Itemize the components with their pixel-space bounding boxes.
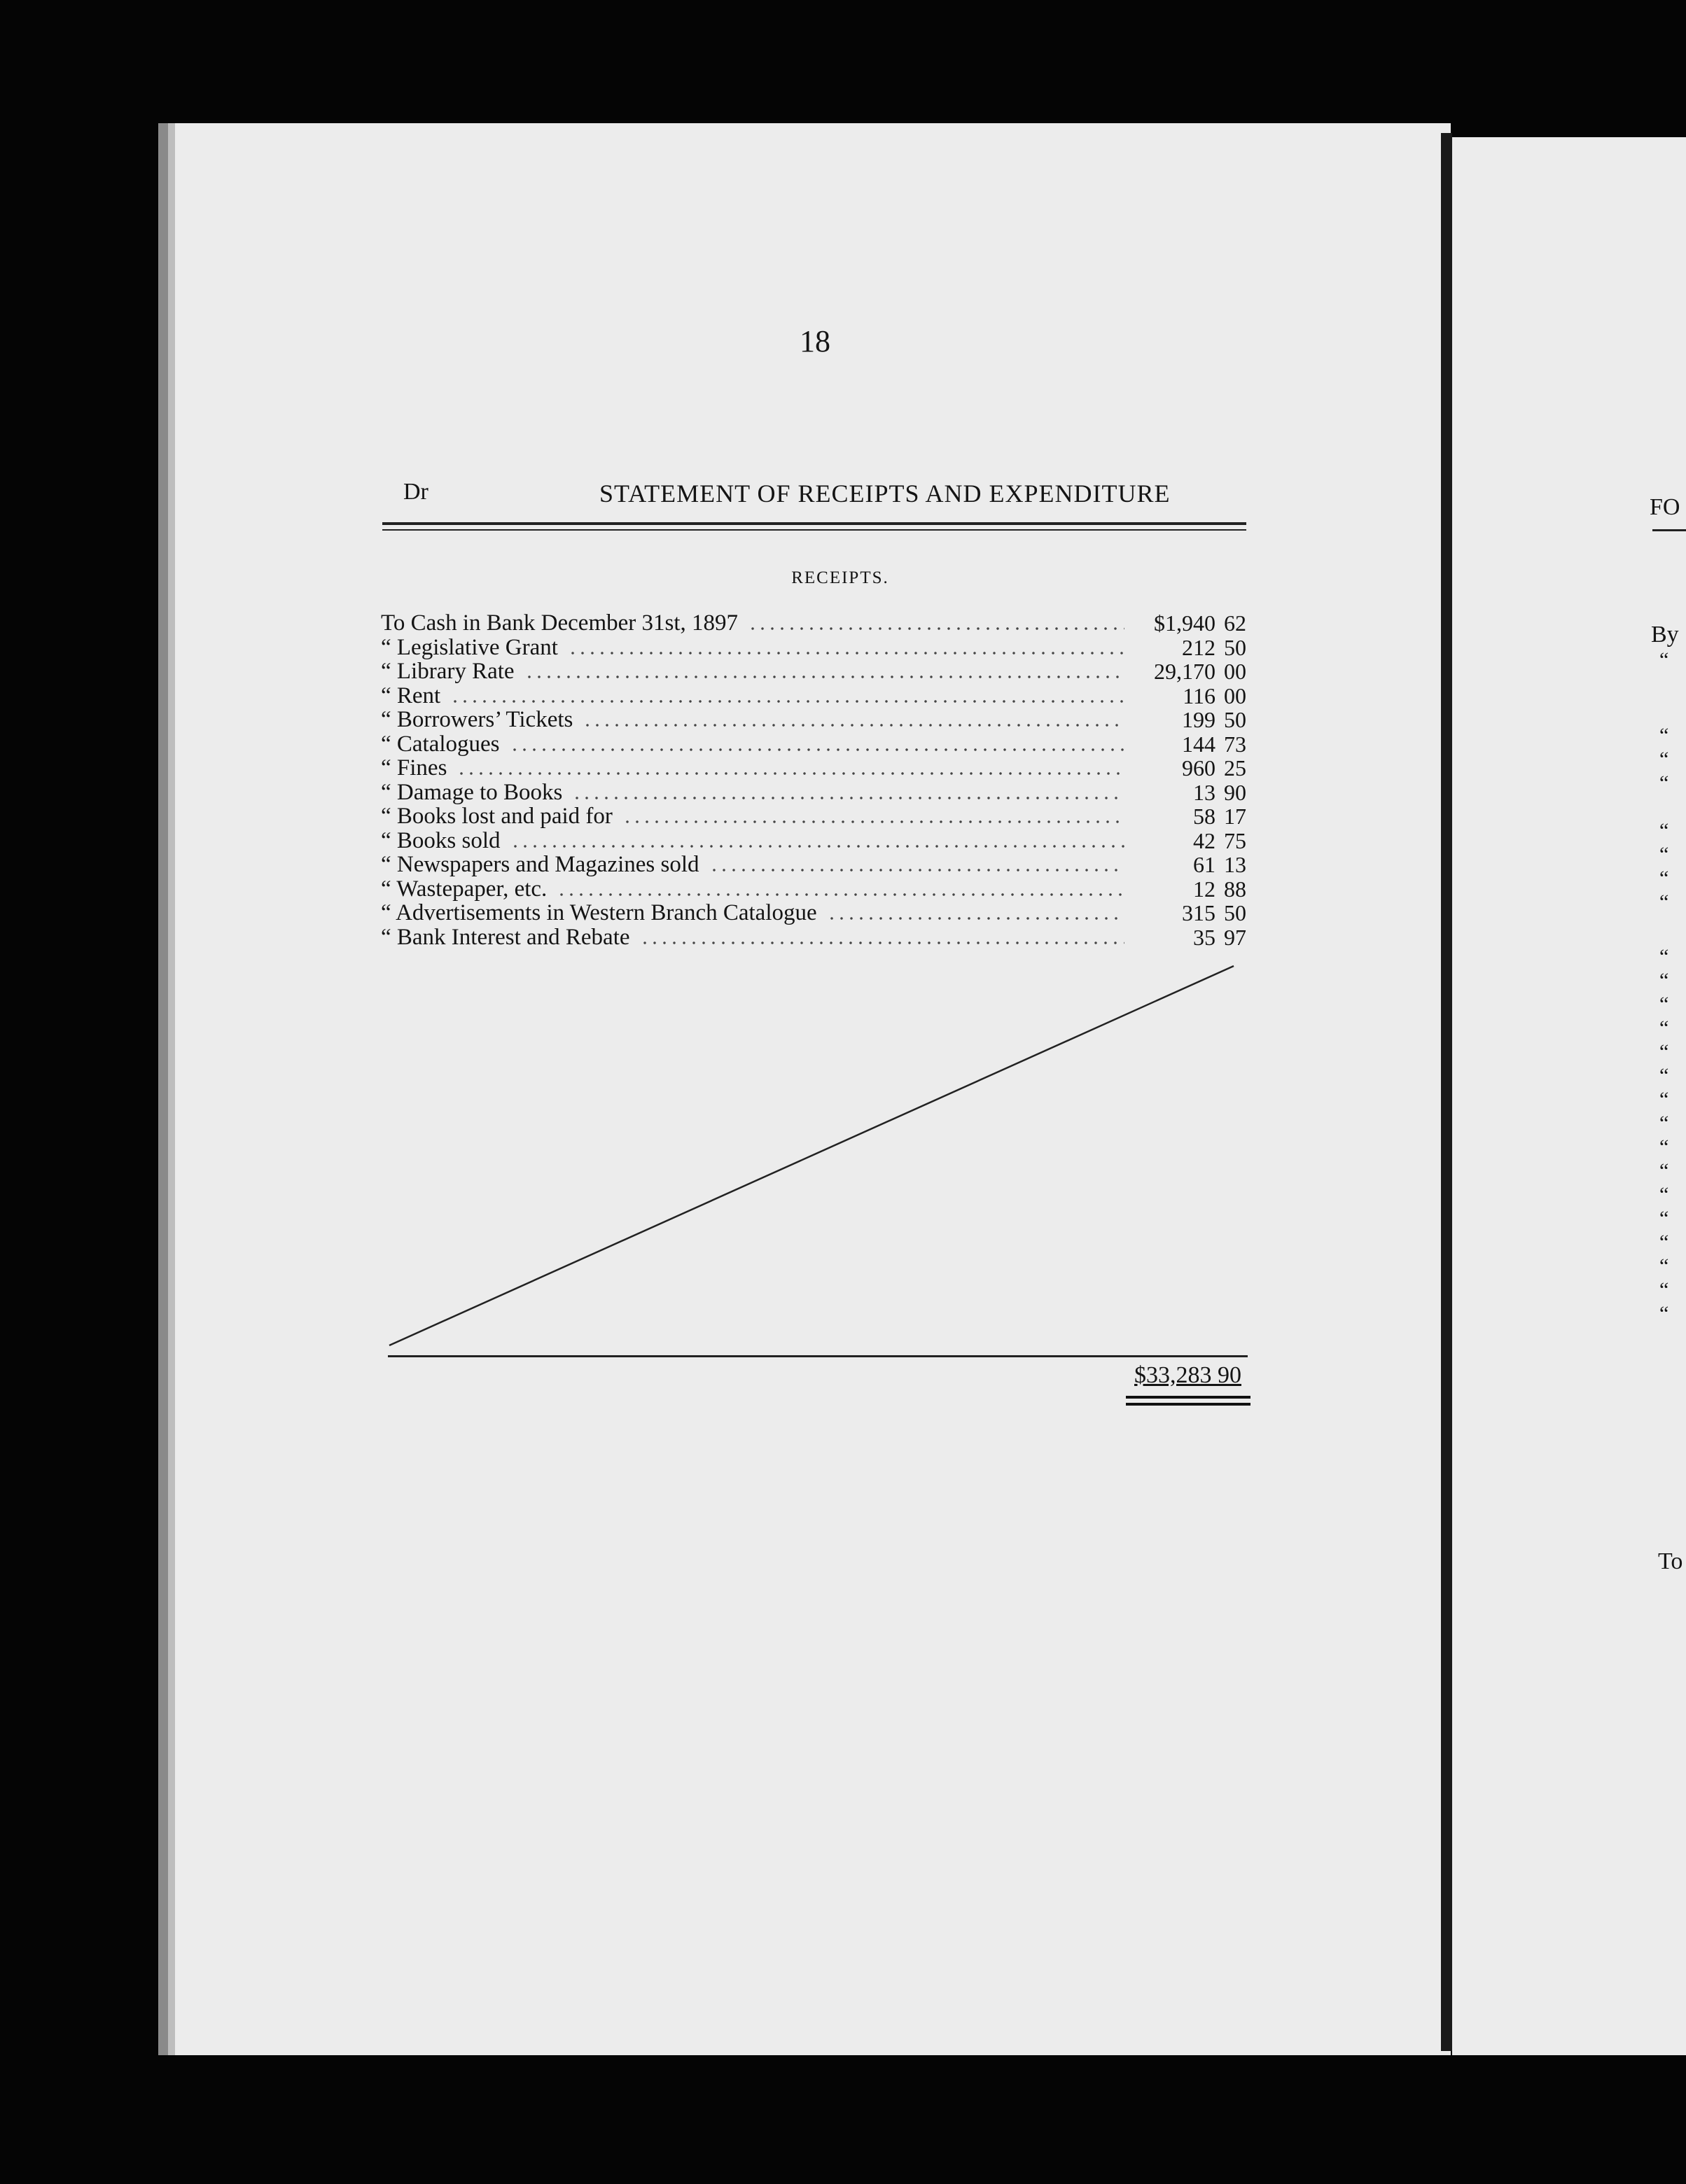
total-double-rule-top (1126, 1396, 1250, 1399)
receipt-dollars: 29,170 (1154, 659, 1215, 684)
receipt-cents: 25 (1224, 755, 1246, 780)
receipt-dollars: 116 (1183, 682, 1215, 708)
total-amount: $33,283 90 (1134, 1362, 1241, 1388)
ditto-mark: “ (1659, 771, 1669, 794)
ditto-mark: “ (1659, 819, 1669, 842)
right-heading-fragment: FO (1650, 494, 1680, 520)
receipt-dollars: 13 (1193, 779, 1215, 805)
receipt-dollars: 35 (1193, 924, 1215, 950)
receipt-dollars: 61 (1193, 852, 1215, 877)
receipt-cents: 75 (1224, 827, 1246, 853)
receipt-label: To Cash in Bank December 31st, 1897 (381, 610, 739, 636)
receipt-label: “ Rent (381, 682, 441, 708)
ditto-mark: “ (1659, 1302, 1669, 1325)
ditto-mark: “ (1659, 1231, 1669, 1254)
receipt-dollars: 144 (1182, 731, 1215, 757)
ditto-mark: “ (1659, 945, 1669, 968)
statement-title: STATEMENT OF RECEIPTS AND EXPENDITURE (599, 479, 1171, 507)
right-by-label: By (1651, 622, 1679, 648)
receipt-dollars: $1,940 (1154, 610, 1215, 636)
ditto-mark: “ (1659, 1135, 1669, 1158)
ditto-mark: “ (1659, 1016, 1669, 1040)
receipt-label: “ Borrowers’ Tickets (381, 707, 573, 732)
ditto-mark: “ (1659, 1112, 1669, 1135)
receipt-label: “ Legislative Grant (381, 634, 558, 660)
ditto-mark: “ (1659, 993, 1669, 1016)
ditto-mark: “ (1659, 748, 1669, 771)
receipt-label: “ Books lost and paid for (381, 804, 613, 829)
receipt-cents: 97 (1224, 924, 1246, 950)
ditto-mark: “ (1659, 1207, 1669, 1230)
ditto-mark: “ (1659, 1159, 1669, 1182)
receipt-label: “ Catalogues (381, 731, 500, 757)
receipt-label: “ Fines (381, 755, 447, 780)
receipt-dollars: 42 (1193, 827, 1215, 853)
receipt-dollars: 12 (1193, 876, 1215, 902)
right-to-label: To (1658, 1548, 1683, 1574)
ditto-mark: “ (1659, 1064, 1669, 1087)
receipt-cents: 13 (1224, 852, 1246, 877)
receipt-cents: 88 (1224, 876, 1246, 902)
receipt-cents: 00 (1224, 682, 1246, 708)
total-rule (388, 1355, 1248, 1357)
ditto-mark: “ (1659, 890, 1669, 913)
receipt-cents: 90 (1224, 779, 1246, 805)
ditto-mark: “ (1659, 843, 1669, 866)
receipts-heading: RECEIPTS. (791, 568, 889, 587)
receipt-cents: 50 (1224, 707, 1246, 732)
receipt-label: “ Damage to Books (381, 779, 563, 805)
receipt-cents: 50 (1224, 634, 1246, 660)
receipt-cents: 00 (1224, 659, 1246, 684)
receipt-dollars: 58 (1193, 804, 1215, 829)
receipt-label: “ Library Rate (381, 659, 515, 684)
debit-label: Dr (403, 479, 429, 505)
ditto-mark: “ (1659, 969, 1669, 992)
receipt-dollars: 212 (1182, 634, 1215, 660)
receipt-dollars: 960 (1182, 755, 1215, 780)
ditto-mark: “ (1659, 1040, 1669, 1063)
receipt-label: “ Bank Interest and Rebate (381, 924, 630, 950)
ditto-mark: “ (1659, 1254, 1669, 1278)
diagonal-cancel-line (389, 966, 1234, 1345)
ditto-mark: “ (1659, 1183, 1669, 1206)
receipt-cents: 17 (1224, 804, 1246, 829)
receipt-cents: 73 (1224, 731, 1246, 757)
receipt-label: “ Newspapers and Magazines sold (381, 852, 699, 877)
receipt-label: “ Wastepaper, etc. (381, 876, 548, 902)
receipt-cents: 62 (1224, 610, 1246, 636)
page-number: 18 (800, 324, 830, 358)
receipt-label: “ Advertisements in Western Branch Catalogue (381, 900, 817, 925)
receipt-dollars: 199 (1182, 707, 1215, 732)
ditto-mark: “ (1659, 867, 1669, 890)
receipt-label: “ Books sold (381, 827, 501, 853)
receipt-dollars: 315 (1182, 900, 1215, 925)
ditto-mark: “ (1659, 648, 1669, 671)
right-rule (1652, 529, 1686, 531)
total-double-rule-bottom (1126, 1403, 1250, 1406)
ditto-mark: “ (1659, 1088, 1669, 1111)
receipt-cents: 50 (1224, 900, 1246, 925)
ditto-mark: “ (1659, 1278, 1669, 1301)
ditto-mark: “ (1659, 724, 1669, 747)
